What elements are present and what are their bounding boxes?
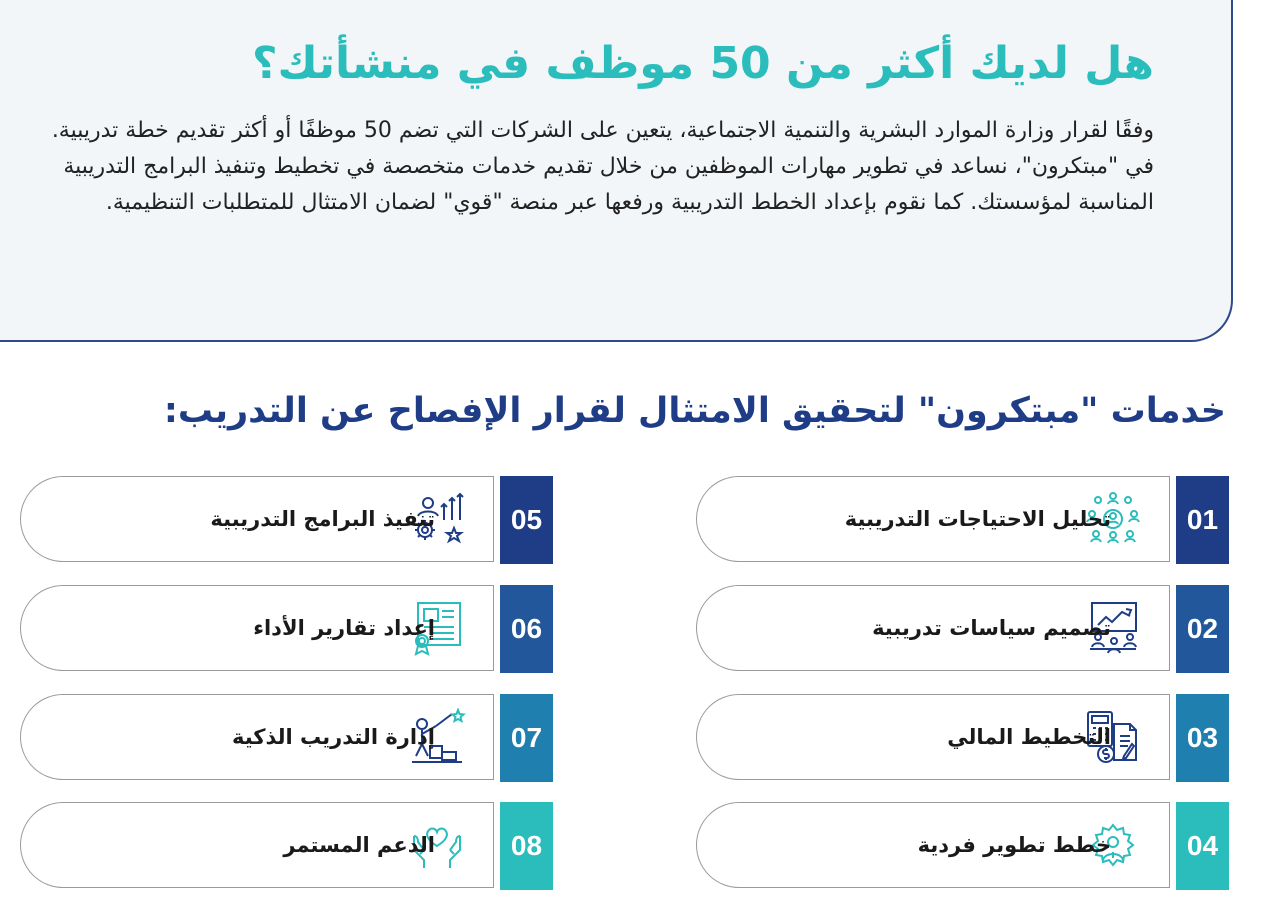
- service-number: 07: [500, 694, 553, 782]
- intro-paragraph-2: في "مبتكرون"، نساعد في تطوير مهارات الموظفين من خلال تقديم خدمات متخصصة في تخطيط وتنفيذ البرامج التدريبية المناسبة لمؤسستك. كما نقوم بإعداد الخطط التدريبية ورفعها عبر منصة "قوي" لضمان الامتثال للمتطلبات التنظيمية.: [63, 154, 1154, 215]
- service-number: 08: [500, 802, 553, 890]
- service-card-06: [20, 585, 553, 673]
- service-label: الدعم المستمر: [283, 833, 435, 857]
- service-label: تنفيذ البرامج التدريبية: [210, 507, 435, 531]
- service-number: 01: [1176, 476, 1229, 564]
- service-label: التخطيط المالي: [947, 725, 1111, 749]
- service-card-01: [696, 476, 1229, 564]
- service-label: إدارة التدريب الذكية: [231, 725, 435, 749]
- service-card-04: [696, 802, 1229, 890]
- service-label: إعداد تقارير الأداء: [253, 616, 435, 640]
- service-card-02: [696, 585, 1229, 673]
- intro-body: [44, 113, 1154, 221]
- service-number: 04: [1176, 802, 1229, 890]
- service-card-05: [20, 476, 553, 564]
- service-label: تصميم سياسات تدريبية: [872, 616, 1111, 640]
- service-number: 02: [1176, 585, 1229, 673]
- service-card-07: [20, 694, 553, 782]
- service-card-03: [696, 694, 1229, 782]
- service-number: 03: [1176, 694, 1229, 782]
- intro-paragraph-1: وفقًا لقرار وزارة الموارد البشرية والتنمية الاجتماعية، يتعين على الشركات التي تضم 50 موظفًا أو أكثر تقديم خطة تدريبية.: [51, 118, 1154, 143]
- service-number: 06: [500, 585, 553, 673]
- intro-title: هل لديك أكثر من 50 موظف في منشأتك؟: [251, 38, 1154, 89]
- service-number: 05: [500, 476, 553, 564]
- service-label: خطط تطوير فردية: [917, 833, 1111, 857]
- service-card-08: [20, 802, 553, 890]
- services-title: خدمات "مبتكرون" لتحقيق الامتثال لقرار الإفصاح عن التدريب:: [163, 391, 1226, 431]
- service-label: تحليل الاحتياجات التدريبية: [844, 507, 1111, 531]
